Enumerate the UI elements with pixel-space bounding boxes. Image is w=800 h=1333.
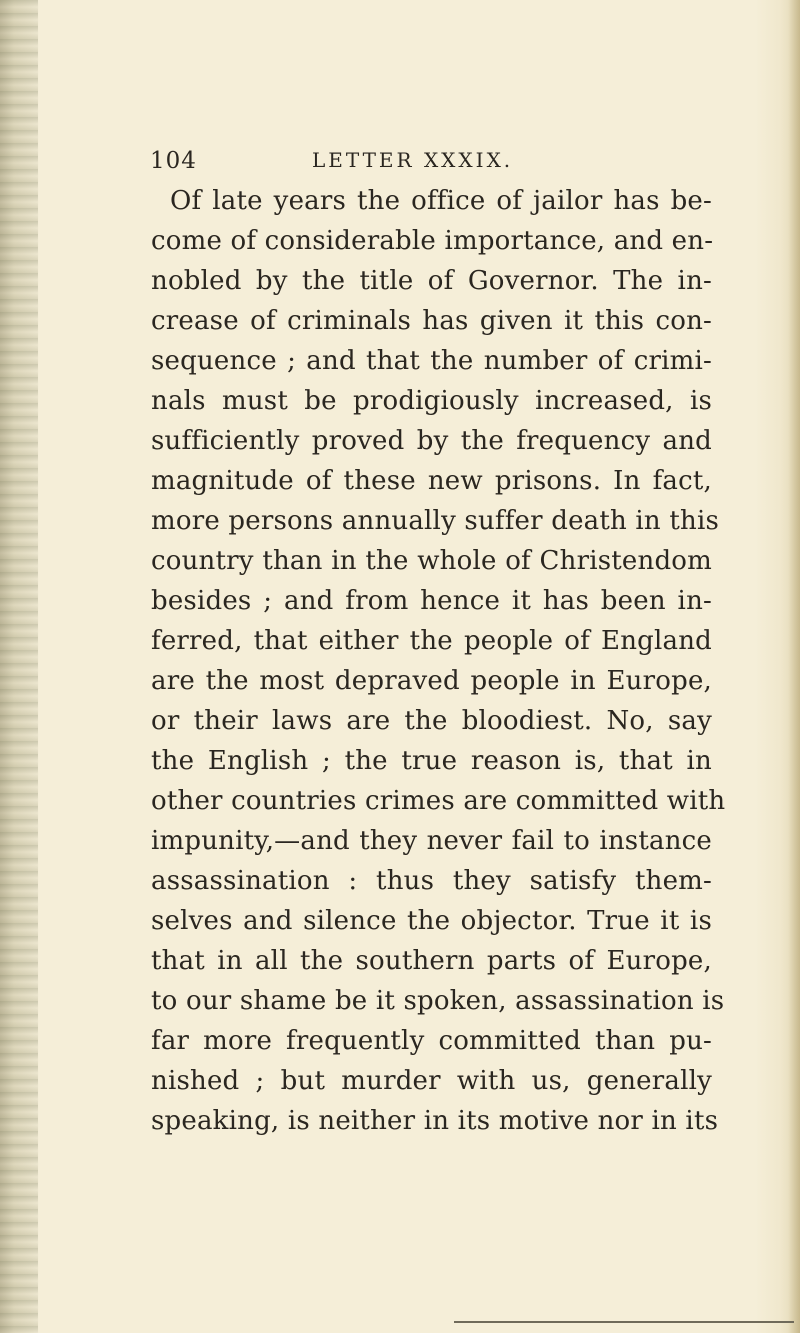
text-line: the English ; the true reason is, that in — [151, 746, 712, 776]
text-line: besides ; and from hence it has been in- — [151, 586, 712, 616]
running-head — [150, 148, 710, 182]
text-line: sufficiently proved by the frequency and — [151, 426, 712, 456]
text-line: more persons annually suffer death in this — [151, 506, 719, 536]
text-line: speaking, is neither in its motive nor in its — [151, 1106, 719, 1136]
page-number: 104 — [150, 148, 197, 174]
text-line: country than in the whole of Christendom — [151, 546, 712, 576]
text-line: nals must be prodigiously increased, is — [151, 386, 712, 416]
text-line: magnitude of these new prisons. In fact, — [151, 466, 712, 496]
page-binding-edge — [0, 0, 38, 1333]
text-line: or their laws are the bloodiest. No, say — [151, 706, 712, 736]
text-line: sequence ; and that the number of crimi- — [151, 346, 712, 376]
text-line: are the most depraved people in Europe, — [151, 666, 712, 696]
text-line: far more frequently committed than pu- — [151, 1026, 712, 1056]
text-line: crease of criminals has given it this con- — [151, 306, 712, 336]
letter-title: LETTER XXXIX. — [312, 148, 514, 172]
text-line: selves and silence the objector. True it is — [151, 906, 712, 936]
text-line: impunity,—and they never fail to instance — [151, 826, 712, 856]
text-line: nished ; but murder with us, generally — [151, 1066, 712, 1096]
bottom-edge-rule — [454, 1321, 794, 1323]
text-line: that in all the southern parts of Europe, — [151, 946, 712, 976]
text-line: other countries crimes are committed with — [151, 786, 726, 816]
text-line: to our shame be it spoken, assassination is — [151, 986, 725, 1016]
text-line: assassination : thus they satisfy them- — [151, 866, 712, 896]
text-line: nobled by the title of Governor. The in- — [151, 266, 712, 296]
page-right-edge — [788, 0, 800, 1333]
text-line: Of late years the office of jailor has be- — [170, 186, 712, 216]
text-line: come of considerable importance, and en- — [151, 226, 714, 256]
text-line: ferred, that either the people of England — [151, 626, 712, 656]
